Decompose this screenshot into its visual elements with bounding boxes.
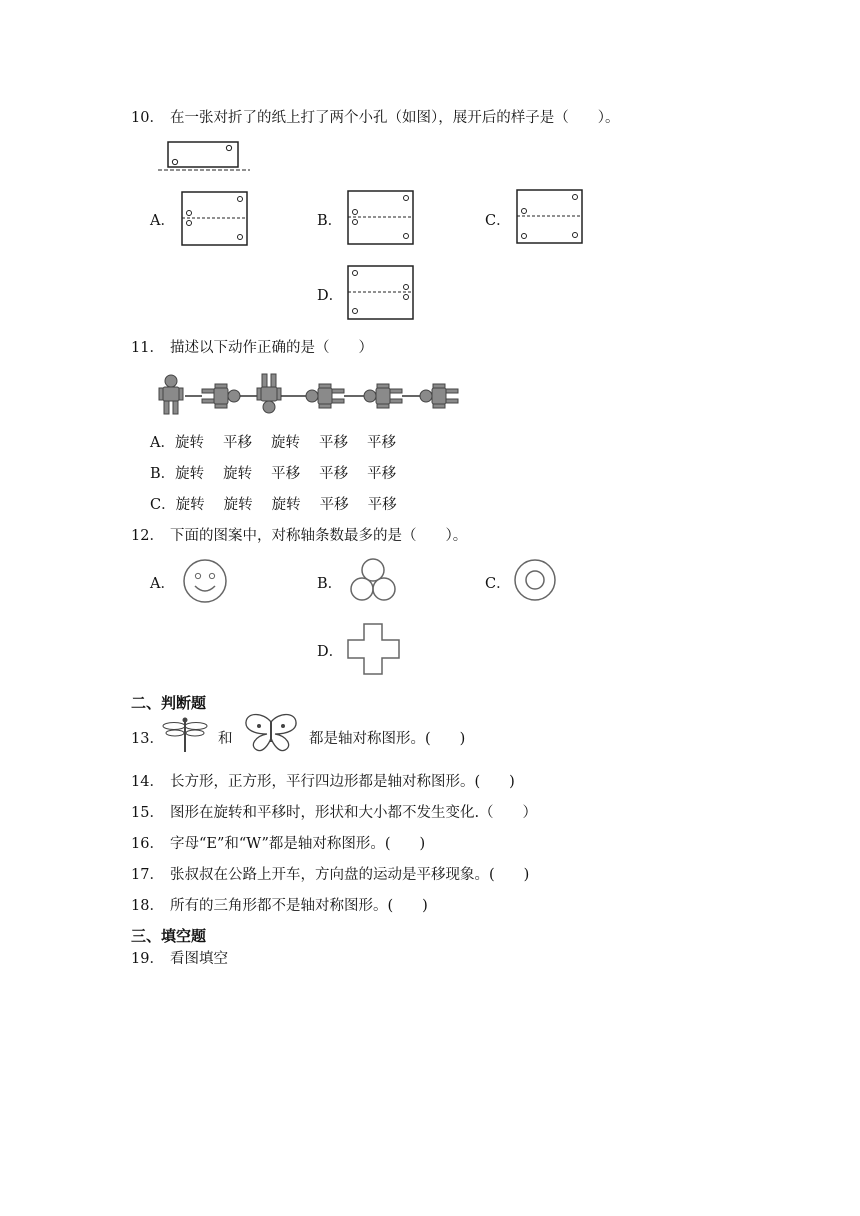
option-label: A． xyxy=(150,435,175,451)
option-word: 平移 xyxy=(367,497,397,513)
butterfly-icon xyxy=(243,712,299,754)
q11-option-a[interactable] xyxy=(150,431,415,452)
three-circles-figure[interactable] xyxy=(348,556,398,604)
option-label: C． xyxy=(150,497,176,513)
question-19 xyxy=(131,947,228,968)
question-number: 12． xyxy=(131,528,164,544)
dragonfly-icon xyxy=(162,716,208,756)
question-number: 16． xyxy=(131,836,164,852)
q11-option-c[interactable] xyxy=(150,493,416,514)
option-c-figure[interactable] xyxy=(516,189,584,245)
option-label: B． xyxy=(150,466,176,482)
cross-figure[interactable] xyxy=(347,623,401,675)
option-c-label: C． xyxy=(485,213,511,229)
option-word: 旋转 xyxy=(175,497,205,513)
question-number: 11． xyxy=(131,340,164,356)
question-number: 19． xyxy=(131,951,164,967)
option-word: 平移 xyxy=(222,435,252,451)
question-text: 看图填空 xyxy=(169,951,228,967)
section-heading-judgement: 二、判断题 xyxy=(131,694,207,712)
question-15 xyxy=(131,801,537,822)
question-number: 18． xyxy=(131,898,164,914)
question-number: 15． xyxy=(131,805,164,821)
section-heading-fill-blank: 三、填空题 xyxy=(131,927,207,945)
option-word: 平移 xyxy=(318,435,348,451)
question-number: 10． xyxy=(131,110,164,126)
question-11 xyxy=(131,336,373,357)
folded-paper-figure xyxy=(158,140,250,174)
question-text: 都是轴对称图形。( ) xyxy=(309,731,466,747)
question-17 xyxy=(131,863,529,884)
option-word: 旋转 xyxy=(223,497,253,513)
q11-option-b[interactable] xyxy=(150,462,415,483)
option-word: 平移 xyxy=(319,466,349,482)
question-10 xyxy=(131,106,619,127)
option-word: 平移 xyxy=(271,466,301,482)
option-word: 旋转 xyxy=(175,466,205,482)
option-a-label: A． xyxy=(150,213,175,229)
question-12 xyxy=(131,524,467,545)
option-word: 平移 xyxy=(367,466,397,482)
and-text: 和 xyxy=(218,731,233,747)
question-text: 字母“E”和“W”都是轴对称图形。( ) xyxy=(169,836,426,852)
question-text: 所有的三角形都不是轴对称图形。( ) xyxy=(169,898,428,914)
question-18 xyxy=(131,894,428,915)
question-text: 描述以下动作正确的是（ ） xyxy=(169,340,373,356)
question-number: 17． xyxy=(131,867,164,883)
q12-option-c-label: C． xyxy=(485,576,511,592)
q12-option-b-label: B． xyxy=(317,576,343,592)
q12-option-a-label: A． xyxy=(150,576,175,592)
option-word: 平移 xyxy=(319,497,349,513)
option-d-figure[interactable] xyxy=(347,265,415,321)
option-d-label: D． xyxy=(317,288,344,304)
concentric-circles-figure[interactable] xyxy=(513,558,557,602)
question-text: 张叔叔在公路上开车，方向盘的运动是平移现象。( ) xyxy=(169,867,530,883)
question-text: 长方形，正方形，平行四边形都是轴对称图形。( ) xyxy=(169,774,515,790)
option-b-label: B． xyxy=(317,213,343,229)
option-a-figure[interactable] xyxy=(181,191,249,247)
question-number: 14． xyxy=(131,774,164,790)
figure-sequence xyxy=(158,372,464,418)
option-word: 旋转 xyxy=(223,466,253,482)
question-number: 13． xyxy=(131,731,164,747)
question-16 xyxy=(131,832,425,853)
option-word: 旋转 xyxy=(174,435,204,451)
option-word: 旋转 xyxy=(270,435,300,451)
q12-option-d-label: D． xyxy=(317,644,344,660)
smiley-face-figure[interactable] xyxy=(182,558,228,604)
option-b-figure[interactable] xyxy=(347,190,415,246)
option-word: 旋转 xyxy=(271,497,301,513)
option-word: 平移 xyxy=(366,435,396,451)
question-text: 在一张对折了的纸上打了两个小孔（如图），展开后的样子是（ ）。 xyxy=(169,110,620,126)
question-14 xyxy=(131,770,515,791)
question-text: 下面的图案中，对称轴条数最多的是（ ）。 xyxy=(169,528,468,544)
question-text: 图形在旋转和平移时，形状和大小都不发生变化.（ ） xyxy=(169,805,538,821)
